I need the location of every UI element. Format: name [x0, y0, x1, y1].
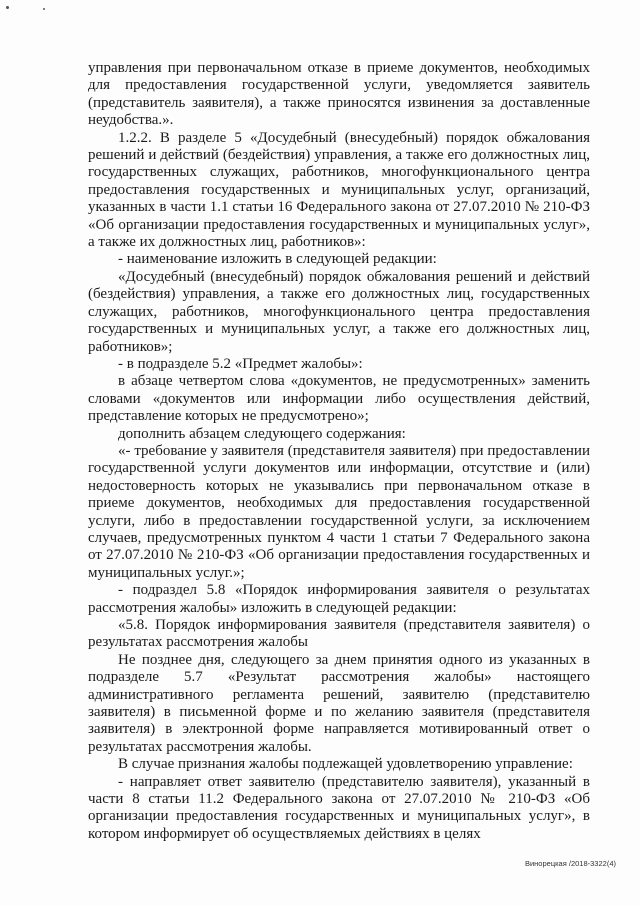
- paragraph: В случае признания жалобы подлежащей удовлетворению управление:: [118, 756, 573, 773]
- body-text: [88, 60, 590, 843]
- paragraph: Не позднее дня, следующего за днем принятия одного из указанных в подразделе 5.7 «Результат рассмотрения жалобы» настоящего административного регламента решений, заявителю (представителю заявителя) в письменной форме и по желанию заявителя (представителя заявителя) в электронной форме направляется мотивированный ответ о результатах рассмотрения жалобы.: [88, 651, 590, 755]
- paragraph: «5.8. Порядок информирования заявителя (представителя заявителя) о результатах рассмотрения жалобы: [88, 617, 590, 651]
- paragraph: - подраздел 5.8 «Порядок информирования заявителя о результатах рассмотрения жалобы» изложить в следующей редакции:: [88, 582, 590, 616]
- paragraph: дополнить абзацем следующего содержания:: [118, 425, 406, 442]
- scan-speck: [43, 8, 45, 10]
- paragraph: - наименование изложить в следующей редакции:: [118, 251, 437, 268]
- paragraph: «Досудебный (внесудебный) порядок обжалования решений и действий (бездействия) управления, а также его должностных лиц, государственных служащих, работников, многофункционального центра предоставления государственных и муниципальных услуг, а также его должностных лиц, работников»;: [88, 268, 590, 355]
- paragraph: - направляет ответ заявителю (представителю заявителя), указанный в части 8 статьи 11.2 Федерального закона от 27.07.2010 № 210-ФЗ «Об организации предоставления государственных и муниципальных услуг», в котором информирует об осуществляемых действиях в целях: [88, 773, 590, 842]
- scan-speck: [6, 6, 9, 9]
- paragraph: в абзаце четвертом слова «документов, не предусмотренных» заменить словами «документов или информации либо осуществления действий, представление которых не предусмотрено»;: [88, 373, 590, 425]
- paragraph: управления при первоначальном отказе в приеме документов, необходимых для предоставления государственной услуги, уведомляется заявитель (представитель заявителя), а также приносятся извинения за доставленные неудобства.».: [88, 60, 590, 129]
- footer-code: Винорецкая /2018-3322(4): [524, 859, 616, 868]
- paragraph: 1.2.2. В разделе 5 «Досудебный (внесудебный) порядок обжалования решений и действий (бездействия) управления, а также его должностных лиц, государственных служащих, работников, многофункционального центра предоставления государственных и муниципальных услуг, организаций, указанных в части 1.1 статьи 16 Федерального закона от 27.07.2010 № 210-ФЗ «Об организации предоставления государственных и муниципальных услуг», а также их должностных лиц, работников»:: [88, 129, 590, 251]
- paragraph: «- требование у заявителя (представителя заявителя) при предоставлении государственной услуги документов или информации, отсутствие и (или) недостоверность которых не указывались при первоначальном отказе в приеме документов, необходимых для предоставления государственной услуги, либо в предоставлении государственной услуги, за исключением случаев, предусмотренных пунктом 4 части 1 статьи 7 Федерального закона от 27.07.2010 № 210-ФЗ «Об организации предоставления государственных и муниципальных услуг.»;: [88, 442, 590, 581]
- paragraph: - в подразделе 5.2 «Предмет жалобы»:: [118, 355, 363, 372]
